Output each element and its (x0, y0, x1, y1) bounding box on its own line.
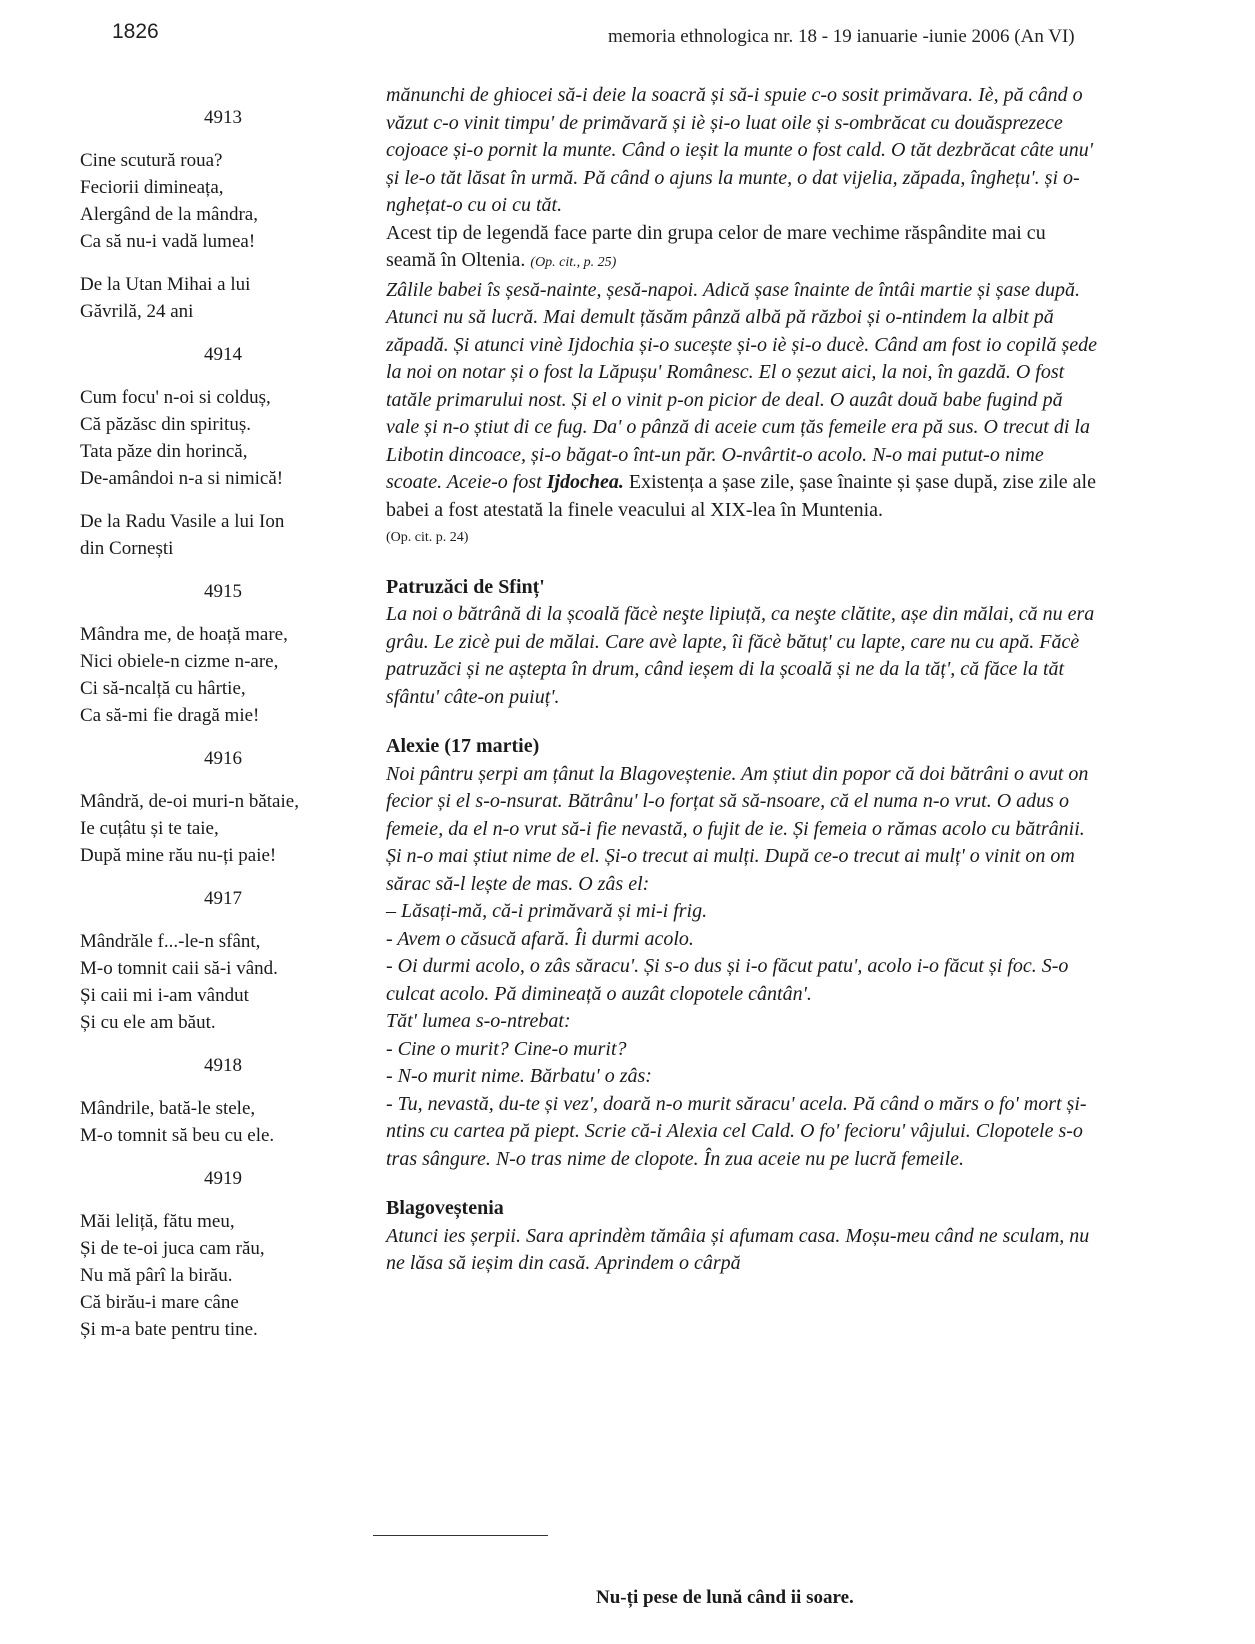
verse-line: De-amândoi n-a si nimică! (80, 468, 284, 489)
verse-line: Ci să-ncalță cu hârtie, (80, 678, 246, 699)
paragraph (386, 220, 1098, 277)
song-attribution (80, 508, 350, 562)
song-number: 4914 (204, 344, 242, 365)
song-4917 (80, 928, 350, 1036)
verse-line: Mândrile, bată-le stele, (80, 1098, 256, 1119)
footnote-divider (373, 1535, 548, 1536)
verse-line: Mândra me, de hoață mare, (80, 624, 288, 645)
song-4914 (80, 384, 350, 492)
verse-line: Nici obiele-n cizme n-are, (80, 651, 279, 672)
dialog-line: - N-o murit nime. Bărbatu' o zâs: (386, 1065, 652, 1087)
verse-line: După mine rău nu-ți paie! (80, 845, 277, 866)
verse-line: Ca să-mi fie dragă mie! (80, 705, 260, 726)
dialog-line: – Lăsați-mă, că-i primăvară și mi-i frig. (386, 900, 708, 922)
verse-line: Cine scutură roua? (80, 150, 223, 171)
paragraph-text: Zâlile babei îs șesă-nainte, șesă-napoi. Adică șase înainte de întâi martie și șase după. Atunci nu să lucră. Mai demult țăsăm pânză albă pă război și o-ntindem la albit pă zăpadă. Și atunci vinè Ijdochia și-o sucește și-o iè și-o ducè. Când am fost io copilă șede la noi on notar și o fost la Lăpușu' Românesc. El o șezut aici, la noi, în gazdă. O fost tatăle primarului nost. Și el o vinit p-on picior de deal. O auzât două babe fugind pă vale și n-o știut di ce fug. Da' o pânză di aceie cum țăs femeile era pă sus. O trecut di la Libotin dincoace, și-o băgat-o înt-un păr. O-nvârtit-o acolo. N-o mai putut-o nime scoate. Aceie-o fost (386, 278, 1097, 493)
verse-line: Nu mă pârî la birău. (80, 1265, 233, 1286)
verse-line: Cum focu' n-oi si colduș, (80, 387, 271, 408)
verse-line: Feciorii dimineața, (80, 177, 224, 198)
attribution-line: De la Utan Mihai a lui (80, 274, 251, 295)
verse-line: Mândrăle f...-le-n sfânt, (80, 931, 261, 952)
dialog-line: Tăt' lumea s-o-ntrebat: (386, 1010, 571, 1032)
attribution-line: Găvrilă, 24 ani (80, 301, 194, 322)
verse-line: Și caii mi i-am vândut (80, 985, 249, 1006)
attribution-line: De la Radu Vasile a lui Ion (80, 511, 285, 532)
paragraph (386, 277, 1098, 525)
verse-line: Alergând de la mândra, (80, 204, 258, 225)
section-heading: Blagoveștenia (386, 1197, 504, 1219)
attribution-line: din Cornești (80, 538, 174, 559)
paragraph: mănunchi de ghiocei să-i deie la soacră și să-i spuie c-o sosit primăvara. Iè, pă când o văzut c-o vinit timpu' de primăvară și iè și-o luat oile și s-ombrăcat cu douăsprezece cojoace și-o pornit la munte. Când o ieșit la munte o fost cald. O tăt dezbrăcat câte unu' și le-o tăt lăsat în urmă. Pă când o ajuns la munte, o dat vijelia, zăpada, înghețu'. și o-nghețat-o cu oi cu tăt. (386, 84, 1093, 216)
song-4913 (80, 147, 350, 255)
section-heading: Patruzăci de Sfinț' (386, 575, 545, 598)
verse-line: M-o tomnit să beu cu ele. (80, 1125, 275, 1146)
song-number: 4919 (204, 1168, 242, 1189)
dialog-line: - Oi durmi acolo, o zâs săracu'. Și s-o dus și i-o făcut patu', acolo i-o făcut și foc. S-o culcat acolo. Pă dimineață o auzât clopotele cântân'. (386, 955, 1069, 1005)
paragraph: La noi o bătrână di la școală făcè neşte lipiuță, ca neşte clătite, așe din mălai, că nu era grâu. Le zicè pui de mălai. Care avè lapte, îi făcè bătuț' cu lapte, care nu cu apă. Făcè patruzăci și ne aștepta în drum, când ieșem di la școală și ne da la tăț', că făce la tăt sfântu' câte-on puiuț'. (386, 603, 1095, 708)
verse-line: Mândră, de-oi muri-n bătaie, (80, 791, 299, 812)
paragraph: Atunci ies șerpii. Sara aprindèm tămâia și afumam casa. Moșu-meu când ne sculam, nu ne lăsa să ieșim din casă. Aprindem o cârpă (386, 1224, 1090, 1274)
footer-proverb: Nu-ți pese de lună când ii soare. (596, 1587, 854, 1608)
running-header: memoria ethnologica nr. 18 - 19 ianuarie -iunie 2006 (An VI) (608, 26, 1075, 47)
verse-line: Că birău-i mare câne (80, 1292, 239, 1313)
song-attribution (80, 271, 350, 325)
verse-line: Și de te-oi juca cam rău, (80, 1238, 265, 1259)
song-number: 4915 (204, 581, 242, 602)
dialog-line: - Avem o căsucă afară. Îi durmi acolo. (386, 927, 694, 950)
dialog-line: - Tu, nevastă, du-te și vez', doară n-o murit săracu' acela. Pă când o mărs o fo' mort și-ntins cu cartea pă piept. Scrie că-i Alexia cel Cald. O fo' fecioru' vâjului. Clopotele s-o tras sângure. N-o tras nime de clopote. În zua aceie nu pe lucră femeile. (386, 1092, 1087, 1170)
verse-line: Măi leliță, fătu meu, (80, 1211, 235, 1232)
dialog-line: - Cine o murit? Cine-o murit? (386, 1037, 627, 1060)
song-4919 (80, 1208, 350, 1343)
verse-line: Ca să nu-i vadă lumea! (80, 231, 256, 252)
song-4918 (80, 1095, 350, 1149)
song-4915 (80, 621, 350, 729)
left-column-songs (80, 104, 350, 1359)
song-4916 (80, 788, 350, 869)
verse-line: Tata păze din horincă, (80, 441, 248, 462)
song-number: 4913 (204, 107, 242, 128)
right-column-text (386, 82, 1098, 1278)
citation: (Op. cit. p. 24) (386, 530, 469, 545)
verse-line: Că păzăsc din spirituș. (80, 414, 251, 435)
verse-line: Și cu ele am băut. (80, 1012, 216, 1033)
paragraph: Noi pântru șerpi am țânut la Blagoveștenie. Am știut din popor că doi bătrâni o avut on fecior și el s-o-nsurat. Bătrânu' l-o forțat să să-nsoare, că el numa n-o vrut. O adus o femeie, da el n-o vrut să-i fie nevastă, o fujit de ie. Și femeia o rămas acolo cu bătrânii. Și n-o mai știut nime de el. Și-o trecut ai mulți. După ce-o trecut ai mulț' o vinit on om sărac să-l lește de mas. O zâs el: (386, 762, 1089, 895)
song-number: 4917 (204, 888, 242, 909)
page-number: 1826 (112, 20, 159, 43)
emphasis-term: Ijdochea. (546, 471, 624, 493)
section-heading: Alexie (17 martie) (386, 735, 540, 757)
paragraph-text: Acest tip de legendă face parte din grupa celor de mare vechime răspândite mai cu seamă în Oltenia. (386, 221, 1046, 271)
song-number: 4916 (204, 748, 242, 769)
verse-line: Și m-a bate pentru tine. (80, 1319, 258, 1340)
verse-line: Ie cuțâtu și te taie, (80, 818, 219, 839)
paragraph-text: Existența a șase zile, șase înainte și șase după, zise zile ale babei a fost atestată la finele veacului al XIX-lea în Muntenia. (386, 471, 1096, 521)
citation: (Op. cit., p. 25) (530, 255, 617, 270)
verse-line: M-o tomnit caii să-i vând. (80, 958, 278, 979)
song-number: 4918 (204, 1055, 242, 1076)
